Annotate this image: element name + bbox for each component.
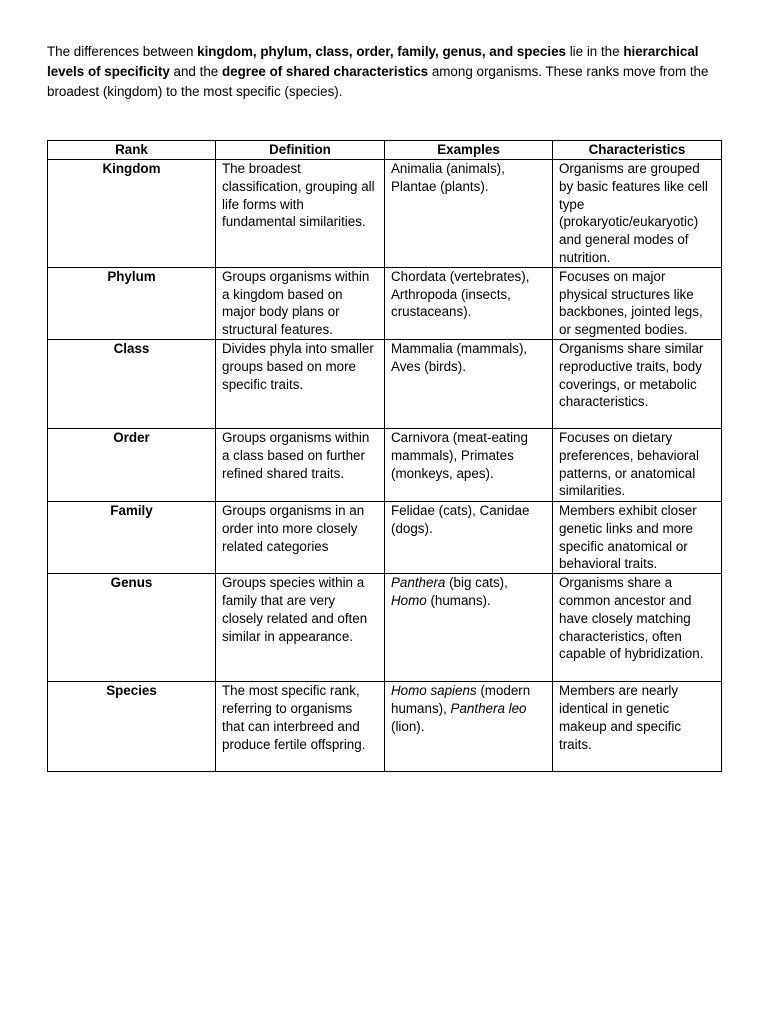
characteristics-cell: Organisms are grouped by basic features like cell type (prokaryotic/eukaryotic) and general modes of nutrition. (553, 160, 722, 268)
characteristics-cell: Organisms share similar reproductive traits, body coverings, or metabolic characteristics. (553, 339, 722, 428)
characteristics-cell: Members are nearly identical in genetic makeup and specific traits. (553, 682, 722, 772)
column-header-rank: Rank (48, 141, 216, 160)
example-text: Mammalia (mammals), Aves (birds). (391, 340, 528, 374)
examples-cell (385, 501, 553, 573)
scientific-name: Homo (391, 592, 427, 608)
intro-text: and the (169, 64, 222, 79)
example-text: (humans). (426, 592, 491, 608)
intro-bold-hierarchy: hierarchical levels of specificity (47, 44, 699, 79)
characteristics-cell: Focuses on major physical structures like backbones, jointed legs, or segmented bodies. (553, 267, 722, 339)
table-body (48, 160, 722, 772)
characteristics-cell: Organisms share a common ancestor and have closely matching characteristics, often capable of hybridization. (553, 574, 722, 682)
rank-cell: Genus (48, 574, 216, 682)
intro-text: The differences between (47, 44, 198, 59)
characteristics-cell: Members exhibit closer genetic links and more specific anatomical or behavioral traits. (553, 501, 722, 573)
column-header-definition: Definition (216, 141, 385, 160)
definition-cell: Groups organisms within a kingdom based on major body plans or structural features. (216, 267, 385, 339)
definition-cell: Groups organisms within a class based on further refined shared traits. (216, 428, 385, 501)
table-header-row (48, 141, 722, 160)
rank-cell: Family (48, 501, 216, 573)
scientific-name: Homo sapiens (391, 683, 477, 699)
example-text: Animalia (animals), Plantae (plants). (391, 161, 505, 194)
examples-cell (385, 682, 553, 772)
rank-cell: Class (48, 339, 216, 428)
scientific-name: Panthera leo (450, 700, 527, 716)
example-text: Carnivora (meat-eating mammals), Primates (monkeys, apes). (391, 429, 528, 481)
definition-cell: Groups species within a family that are very closely related and often similar in appearance. (216, 574, 385, 682)
table-row (48, 428, 722, 501)
table-row (48, 682, 722, 772)
examples-cell (385, 428, 553, 501)
intro-paragraph (47, 42, 727, 102)
table-row (48, 267, 722, 339)
rank-cell: Kingdom (48, 160, 216, 268)
definition-cell: The most specific rank, referring to organisms that can interbreed and produce fertile offspring. (216, 682, 385, 772)
intro-bold-ranks: kingdom, phylum, class, order, family, genus, and species (197, 44, 566, 59)
example-text: (lion). (391, 718, 425, 734)
scientific-name: Panthera (391, 575, 446, 591)
example-text: Felidae (cats), Canidae (dogs). (391, 502, 530, 536)
column-header-characteristics: Characteristics (553, 141, 722, 160)
table-row (48, 574, 722, 682)
intro-text: lie in the (565, 44, 624, 59)
rank-cell: Order (48, 428, 216, 501)
definition-cell: Divides phyla into smaller groups based on more specific traits. (216, 339, 385, 428)
definition-cell: Groups organisms in an order into more closely related categories (216, 501, 385, 573)
rank-cell: Species (48, 682, 216, 772)
example-text: Chordata (vertebrates), Arthropoda (insects, crustaceans). (391, 268, 530, 320)
examples-cell (385, 267, 553, 339)
taxonomy-table (47, 140, 722, 772)
table-row (48, 339, 722, 428)
example-text: (modern humans), (391, 683, 531, 716)
examples-cell (385, 574, 553, 682)
table-row (48, 501, 722, 573)
rank-cell: Phylum (48, 267, 216, 339)
definition-cell: The broadest classification, grouping all life forms with fundamental similarities. (216, 160, 385, 268)
example-text: (big cats), (445, 575, 508, 591)
intro-bold-characteristics: degree of shared characteristics (221, 64, 429, 79)
table-row (48, 160, 722, 268)
column-header-examples: Examples (385, 141, 553, 160)
examples-cell (385, 339, 553, 428)
characteristics-cell: Focuses on dietary preferences, behavioral patterns, or anatomical similarities. (553, 428, 722, 501)
intro-text: among organisms. These ranks move from the broadest (kingdom) to the most specific (species). (47, 64, 709, 99)
examples-cell (385, 160, 553, 268)
